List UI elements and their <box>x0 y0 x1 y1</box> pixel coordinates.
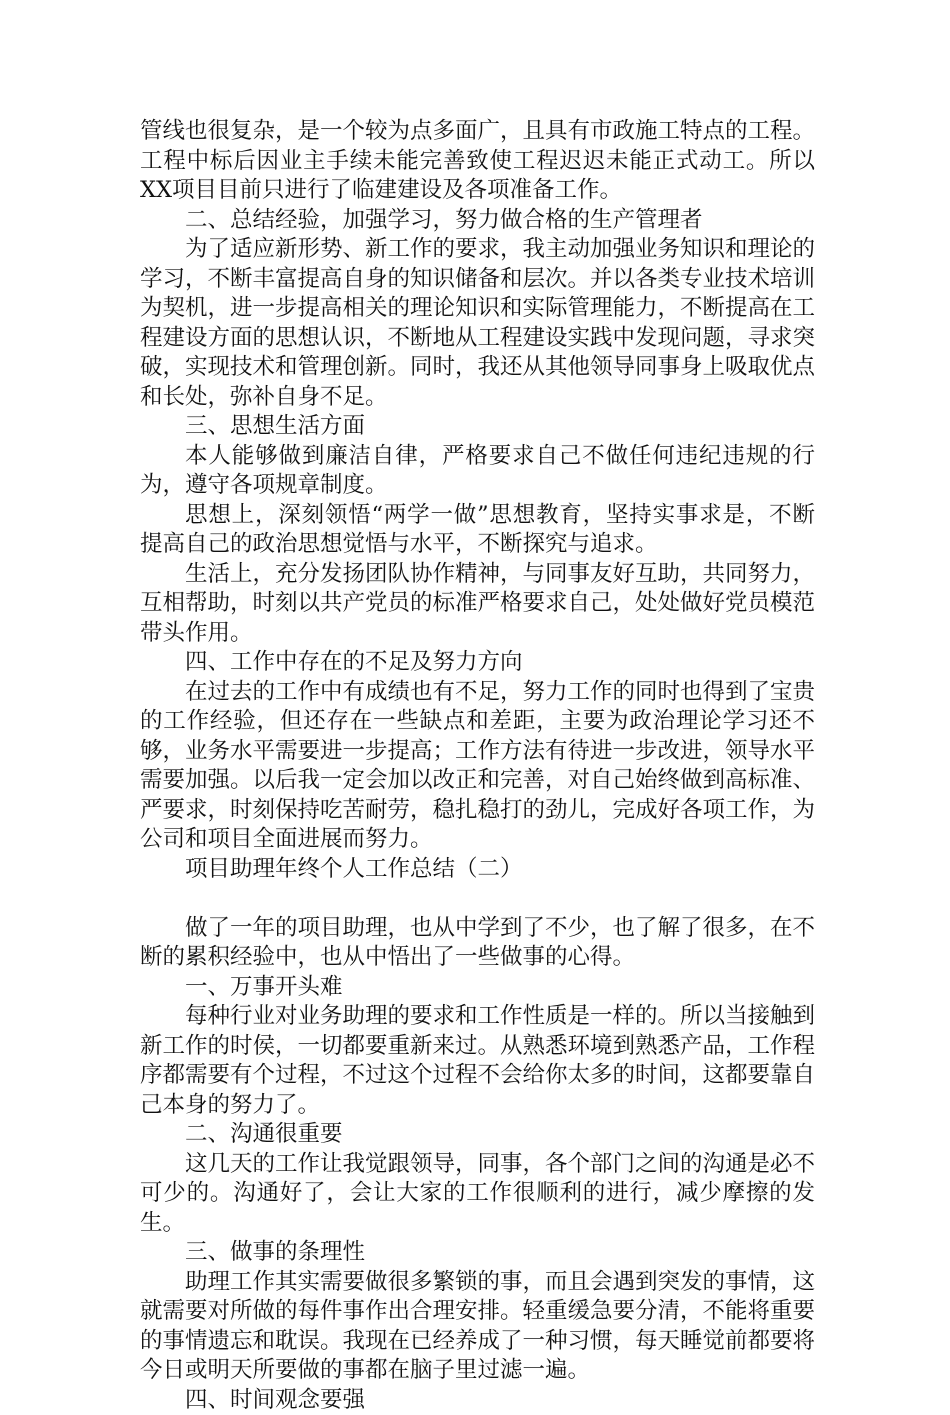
heading-communication: 二、沟通很重要 <box>140 1120 815 1150</box>
heading-hard-start: 一、万事开头难 <box>140 973 815 1003</box>
paragraph-project-intro: 管线也很复杂，是一个较为点多面广，且具有市政施工特点的工程。工程中标后因业主手续未能完善致使工程迟迟未能正式动工。所以XX项目目前只进行了临建建设及各项准备工作。 <box>140 117 815 206</box>
paragraph-hard-start: 每种行业对业务助理的要求和工作性质是一样的。所以当接触到新工作的时侯，一切都要重新来过。从熟悉环境到熟悉产品，工作程序都需要有个过程，不过这个过程不会给你太多的时间，这都要靠自己本身的努力了。 <box>140 1002 815 1120</box>
paragraph-learning: 为了适应新形势、新工作的要求，我主动加强业务知识和理论的学习，不断丰富提高自身的知识储备和层次。并以各类专业技术培训为契机，进一步提高相关的理论知识和实际管理能力，不断提高在工程建设方面的思想认识，不断地从工程建设实践中发现问题，寻求突破，实现技术和管理创新。同时，我还从其他领导同事身上吸取优点和长处，弥补自身不足。 <box>140 235 815 412</box>
paragraph-ideology: 思想上，深刻领悟“两学一做”思想教育，坚持实事求是，不断提高自己的政治思想觉悟与水平，不断探究与追求。 <box>140 501 815 560</box>
heading-thought-life: 三、思想生活方面 <box>140 412 815 442</box>
paragraph-assistant-intro: 做了一年的项目助理，也从中学到了不少，也了解了很多，在不断的累积经验中，也从中悟出了一些做事的心得。 <box>140 914 815 973</box>
paragraph-shortcomings: 在过去的工作中有成绩也有不足，努力工作的同时也得到了宝贵的工作经验，但还存在一些缺点和差距，主要为政治理论学习还不够，业务水平需要进一步提高；工作方法有待进一步改进，领导水平需要加强。以后我一定会加以改正和完善，对自己始终做到高标准、严要求，时刻保持吃苦耐劳，稳扎稳打的劲儿，完成好各项工作，为公司和项目全面进展而努力。 <box>140 678 815 855</box>
section-title-summary-two: 项目助理年终个人工作总结（二） <box>140 855 815 885</box>
heading-organization: 三、做事的条理性 <box>140 1238 815 1268</box>
paragraph-communication: 这几天的工作让我觉跟领导，同事，各个部门之间的沟通是必不可少的。沟通好了，会让大家的工作很顺利的进行，减少摩擦的发生。 <box>140 1150 815 1239</box>
heading-summarize-experience: 二、总结经验，加强学习，努力做合格的生产管理者 <box>140 206 815 236</box>
heading-shortcomings: 四、工作中存在的不足及努力方向 <box>140 648 815 678</box>
heading-time-concept: 四、时间观念要强 <box>140 1386 815 1415</box>
paragraph-self-discipline: 本人能够做到廉洁自律，严格要求自己不做任何违纪违规的行为，遵守各项规章制度。 <box>140 442 815 501</box>
paragraph-life: 生活上，充分发扬团队协作精神，与同事友好互助，共同努力，互相帮助，时刻以共产党员的标准严格要求自己，处处做好党员模范带头作用。 <box>140 560 815 649</box>
document-page <box>140 117 815 1415</box>
paragraph-organization: 助理工作其实需要做很多繁锁的事，而且会遇到突发的事情，这就需要对所做的每件事作出合理安排。轻重缓急要分清，不能将重要的事情遗忘和耽误。我现在已经养成了一种习惯，每天睡觉前都要将今日或明天所要做的事都在脑子里过滤一遍。 <box>140 1268 815 1386</box>
